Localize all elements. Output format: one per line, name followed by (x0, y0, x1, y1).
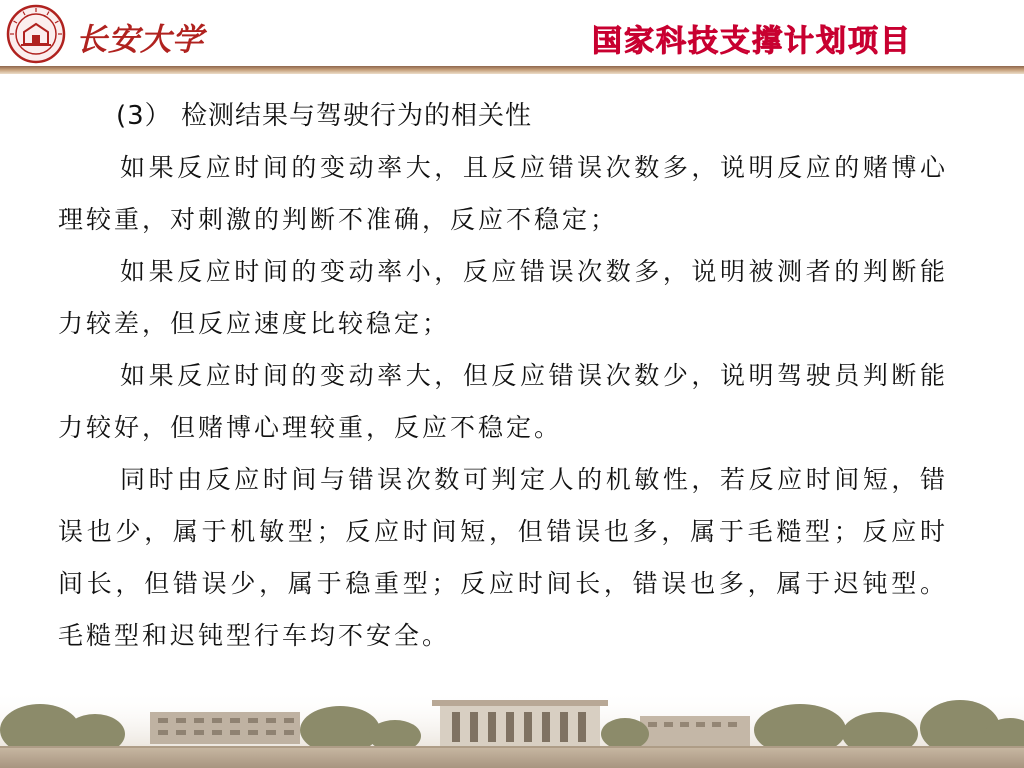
paragraph-1: 如果反应时间的变动率大，且反应错误次数多，说明反应的赌博心理较重，对刺激的判断不准确，反应不稳定； (58, 153, 948, 234)
project-title: 国家科技支撑计划项目 (592, 24, 912, 59)
section-heading: (3） 检测结果与驾驶行为的相关性 (116, 101, 532, 131)
paragraph-3: 如果反应时间的变动率大，但反应错误次数少，说明驾驶员判断能力较好，但赌博心理较重，反应不稳定。 (58, 361, 948, 442)
paragraph-2: 如果反应时间的变动率小，反应错误次数多，说明被测者的判断能力较差，但反应速度比较稳定； (58, 257, 948, 338)
slide-header (0, 0, 1024, 80)
header-divider (0, 66, 1024, 74)
campus-skyline-image (0, 690, 1024, 768)
university-seal-icon (6, 4, 66, 64)
paragraph-4: 同时由反应时间与错误次数可判定人的机敏性，若反应时间短，错误也少，属于机敏型；反应时间短，但错误也多，属于毛糙型；反应时间长，但错误少，属于稳重型；反应时间长，错误也多，属于迟钝型。毛糙型和迟钝型行车均不安全。 (58, 465, 948, 650)
slide-content (58, 96, 948, 662)
university-name: 长安大学 (76, 22, 204, 58)
